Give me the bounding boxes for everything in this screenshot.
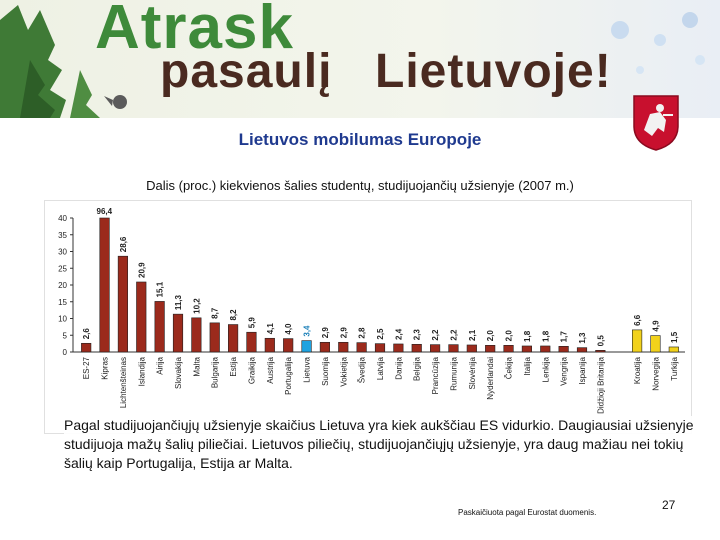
bar xyxy=(467,345,477,352)
y-tick-label: 40 xyxy=(58,214,67,223)
x-tick-label: Slovėnija xyxy=(467,357,477,390)
bar-value-label: 2,2 xyxy=(431,329,441,341)
x-tick-label: Austrija xyxy=(265,357,275,384)
chart-title: Dalis (proc.) kiekvienos šalies studentų, studijuojančių užsienyje (2007 m.) xyxy=(146,178,574,193)
bar xyxy=(540,346,550,352)
x-tick-label: Bulgarija xyxy=(210,357,220,389)
y-tick-label: 10 xyxy=(58,314,67,324)
bar-value-label: 0,5 xyxy=(596,335,606,347)
bar-value-label: 1,8 xyxy=(541,330,551,342)
bar xyxy=(577,348,587,352)
banner-word-pasauli: pasaulį xyxy=(160,45,333,98)
bar xyxy=(228,325,238,352)
bar-value-label: 20,9 xyxy=(137,262,147,278)
bar xyxy=(247,332,257,352)
bar xyxy=(596,350,606,352)
x-tick-label: Lichtenšteinas xyxy=(118,357,128,409)
x-tick-label: Vokietija xyxy=(339,357,349,387)
bar-value-label: 2,3 xyxy=(412,329,422,341)
x-tick-label: Čekija xyxy=(504,357,514,380)
bar xyxy=(265,338,275,352)
bar-value-label: 2,4 xyxy=(394,328,404,340)
x-tick-label: Lietuva xyxy=(302,357,312,383)
bar xyxy=(283,339,293,352)
page-number: 27 xyxy=(662,498,676,512)
bar-value-label: 2,8 xyxy=(357,327,367,339)
x-tick-label: Latvija xyxy=(376,357,385,381)
x-tick-label: Didžioji Britanija xyxy=(596,357,606,414)
x-tick-label: Švedija xyxy=(357,357,367,384)
bar xyxy=(320,342,330,352)
x-tick-label: Danija xyxy=(394,357,404,380)
bar xyxy=(192,318,202,352)
x-tick-label: Turkija xyxy=(669,357,679,381)
x-tick-label: Belgija xyxy=(412,357,422,382)
bar-value-label: 3,4 xyxy=(302,325,312,337)
x-tick-label: Rumunija xyxy=(449,357,459,391)
y-tick-label: 20 xyxy=(58,281,67,290)
y-tick-label: 25 xyxy=(58,264,67,274)
bar-value-label: 15,1 xyxy=(155,281,165,298)
bar-value-label: 4,9 xyxy=(651,320,661,332)
bar xyxy=(430,345,440,352)
bar xyxy=(357,343,367,352)
x-tick-label: Airija xyxy=(155,357,165,375)
bar-value-label: 2,9 xyxy=(339,327,349,339)
x-tick-label: Malta xyxy=(192,357,202,377)
bar xyxy=(173,314,183,352)
bar xyxy=(669,347,679,352)
bar-value-label: 2,5 xyxy=(376,328,385,340)
bar-value-label: 28,6 xyxy=(118,236,128,253)
bar-chart xyxy=(45,201,691,433)
x-tick-label: Italija xyxy=(522,357,532,376)
x-tick-label: Nyderlandai xyxy=(486,357,496,400)
x-tick-label: Islandija xyxy=(137,357,147,387)
bar-value-label: 4,0 xyxy=(284,323,294,335)
bar xyxy=(375,344,385,352)
bar xyxy=(302,341,312,352)
bar-value-label: 2,9 xyxy=(320,327,330,339)
bar xyxy=(210,323,220,352)
bar xyxy=(81,343,91,352)
bar xyxy=(504,345,514,352)
bar xyxy=(338,342,348,352)
x-tick-label: Estija xyxy=(229,357,239,377)
bar xyxy=(155,301,165,352)
bar-value-label: 2,0 xyxy=(486,330,496,342)
bar-value-label: 2,0 xyxy=(504,330,514,342)
bar xyxy=(136,282,146,352)
bar-value-label: 2,6 xyxy=(82,328,92,340)
bar xyxy=(118,256,128,352)
x-tick-label: Suomija xyxy=(320,357,330,386)
bar-value-label: 96,4 xyxy=(96,207,113,216)
bar-value-label: 10,2 xyxy=(192,298,202,314)
bar xyxy=(485,345,495,352)
chart-area xyxy=(44,200,692,434)
x-tick-label: Graikija xyxy=(247,357,257,385)
x-tick-label: ES-27 xyxy=(82,357,92,380)
bar-value-label: 8,2 xyxy=(229,309,239,321)
x-tick-label: Kipras xyxy=(100,357,110,380)
y-tick-label: 35 xyxy=(58,230,67,240)
header-banner xyxy=(0,0,720,118)
x-tick-label: Kroatija xyxy=(633,357,643,385)
bar-value-label: 1,5 xyxy=(669,331,679,343)
y-tick-label: 15 xyxy=(58,297,67,307)
bar xyxy=(522,346,532,352)
x-tick-label: Slovakija xyxy=(174,357,183,390)
x-tick-label: Ispanija xyxy=(578,357,587,385)
bar-value-label: 1,7 xyxy=(559,331,569,343)
x-tick-label: Norvegija xyxy=(651,357,661,391)
y-tick-label: 30 xyxy=(58,247,67,257)
bar xyxy=(412,344,422,352)
bar-value-label: 5,9 xyxy=(247,317,257,329)
source-note: Paskaičiuota pagal Eurostat duomenis. xyxy=(458,508,597,517)
bar xyxy=(100,218,110,352)
bar-value-label: 1,8 xyxy=(522,330,532,342)
x-tick-label: Prancūzija xyxy=(431,357,441,395)
bar-value-label: 6,6 xyxy=(633,314,643,326)
x-tick-label: Portugalija xyxy=(284,357,294,395)
bubbles-decoration xyxy=(611,12,705,74)
bar xyxy=(651,336,661,352)
bar-value-label: 4,1 xyxy=(265,323,275,335)
bar xyxy=(632,330,642,352)
bar xyxy=(394,344,404,352)
bar xyxy=(449,345,459,352)
slide-title: Lietuvos mobilumas Europoje xyxy=(238,130,482,149)
banner-word-lietuvoje: Lietuvoje! xyxy=(375,45,612,98)
y-tick-label: 5 xyxy=(62,331,67,341)
note-text: Pagal studijuojančiųjų užsienyje skaičius Lietuva yra kiek aukščiau ES vidurkio. Daugiausiai užsienyje studijuoja mažų šalių piliečiai. Lietuvos piliečių, studijuojančiųjų užsienyje, yra daug mažiau nei tokių šalių kaip Portugalija, Estija ar Malta. xyxy=(64,416,716,473)
bar-value-label: 1,3 xyxy=(578,332,587,344)
banner-word-atrask: Atrask xyxy=(95,0,294,62)
bar-value-label: 2,1 xyxy=(467,329,477,341)
y-tick-label: 0 xyxy=(62,348,67,357)
bar xyxy=(559,346,569,352)
bar-value-label: 8,7 xyxy=(210,307,220,319)
x-tick-label: Lenkija xyxy=(541,356,551,383)
bar-value-label: 2,2 xyxy=(449,329,459,341)
x-tick-label: Vengrija xyxy=(559,357,569,386)
bar-value-label: 11,3 xyxy=(174,295,183,311)
